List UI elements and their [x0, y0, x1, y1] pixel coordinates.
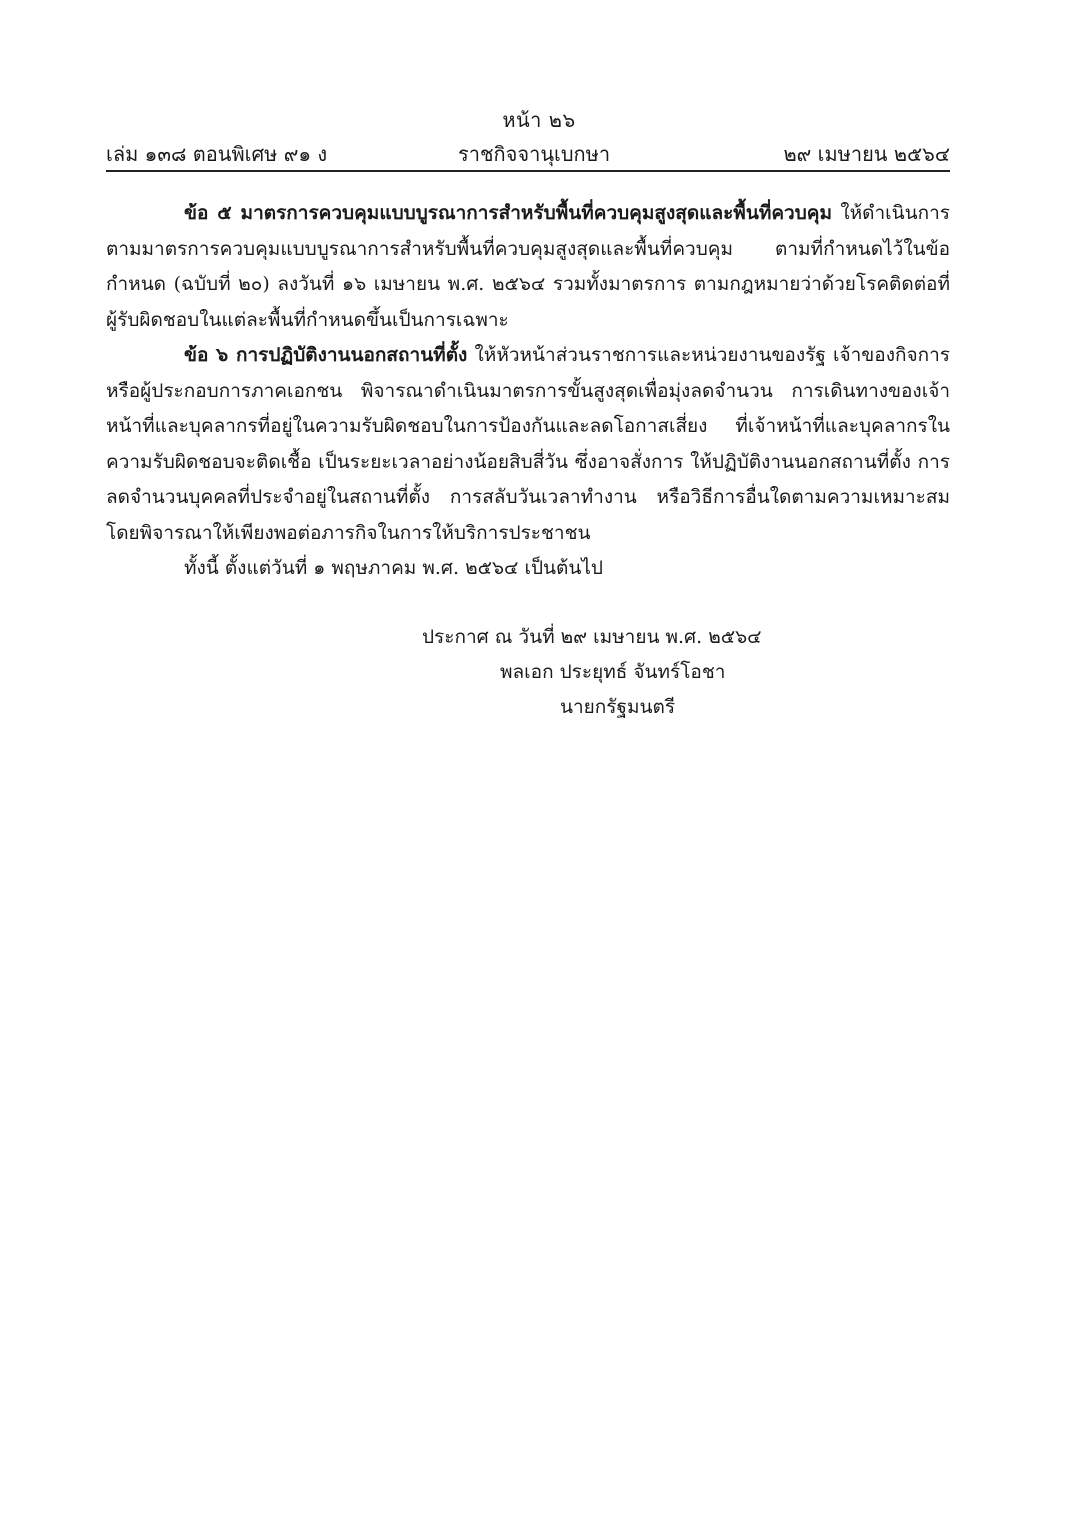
signatory-title: นายกรัฐมนตรี [560, 696, 676, 718]
clause-5-heading: ข้อ ๕ มาตรการควบคุมแบบบูรณาการสำหรับพื้นที่ควบคุมสูงสุดและพื้นที่ควบคุม [184, 202, 833, 224]
announcement-date: ประกาศ ณ วันที่ ๒๙ เมษายน พ.ศ. ๒๕๖๔ [422, 626, 762, 648]
clause-5 [106, 196, 950, 338]
document-body [106, 196, 950, 587]
volume-info: เล่ม ๑๓๘ ตอนพิเศษ ๙๑ ง [106, 142, 328, 166]
publication-date: ๒๙ เมษายน ๒๕๖๔ [783, 142, 950, 166]
effective-date: ทั้งนี้ ตั้งแต่วันที่ ๑ พฤษภาคม พ.ศ. ๒๕๖๔ เป็นต้นไป [184, 557, 603, 579]
clause-6-heading: ข้อ ๖ การปฏิบัติงานนอกสถานที่ตั้ง [184, 344, 468, 366]
clause-6 [106, 338, 950, 551]
publication-name: ราชกิจจานุเบกษา [458, 142, 611, 166]
page-number: หน้า ๒๖ [502, 108, 576, 132]
header-divider [106, 170, 950, 172]
clause-6-text: ให้หัวหน้าส่วนราชการและหน่วยงานของรัฐ เจ้าของกิจการหรือผู้ประกอบการภาคเอกชน พิจารณาดำเนินมาตรการขั้นสูงสุดเพื่อมุ่งลดจำนวน การเดินทางของเจ้าหน้าที่และบุคลากรที่อยู่ในความรับผิดชอบในการป้องกันและลดโอกาสเสี่ยง ที่เจ้าหน้าที่และบุคลากรในความรับผิดชอบจะติดเชื้อ เป็นระยะเวลาอย่างน้อยสิบสี่วัน ซึ่งอาจสั่งการ ให้ปฏิบัติงานนอกสถานที่ตั้ง การลดจำนวนบุคคลที่ประจำอยู่ในสถานที่ตั้ง การสลับวันเวลาทำงาน หรือวิธีการอื่นใดตามความเหมาะสมโดยพิจารณาให้เพียงพอต่อภารกิจในการให้บริการประชาชน [106, 344, 950, 544]
signatory-name: พลเอก ประยุทธ์ จันทร์โอชา [500, 661, 726, 683]
clause-5-text: ให้ดำเนินการตามมาตรการควบคุมแบบบูรณาการสำหรับพื้นที่ควบคุมสูงสุดและพื้นที่ควบคุม ตามที่กำหนดไว้ในข้อกำหนด (ฉบับที่ ๒๐) ลงวันที่ ๑๖ เมษายน พ.ศ. ๒๕๖๔ รวมทั้งมาตรการ ตามกฎหมายว่าด้วยโรคติดต่อที่ผู้รับผิดชอบในแต่ละพื้นที่กำหนดขึ้นเป็นการเฉพาะ [106, 202, 950, 331]
gazette-header [106, 138, 950, 168]
